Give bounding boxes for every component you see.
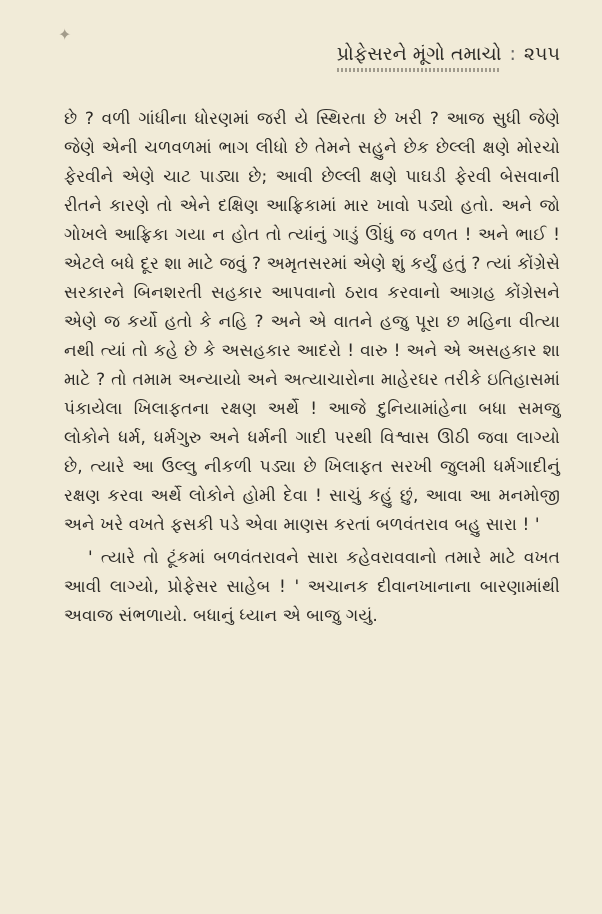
running-header	[337, 28, 560, 72]
chapter-title: પ્રોફેસરને મૂંગો તમાચો	[337, 45, 502, 72]
ink-speck: ✦	[58, 25, 72, 44]
page-number: ૨૫૫	[523, 43, 560, 65]
header-separator: :	[509, 43, 516, 65]
paragraph-2: ' ત્યારે તો ટૂંકમાં બળવંતરાવને સારા કહેવરાવવાનો તમારે માટે વખત આવી લાગ્યો, પ્રોફેસર સાહેબ ! ' અચાનક દીવાનખાનાના બારણામાંથી અવાજ સંભળાયો. બધાનું ધ્યાન એ બાજુ ગયું.	[64, 548, 560, 626]
body-text	[64, 105, 560, 631]
paragraph-1: છે ? વળી ગાંધીના ધોરણમાં જરી યે સ્થિરતા છે ખરી ? આજ સુધી જેણે જેણે એની ચળવળમાં ભાગ લીધો છે તેમને સહુને છેક છેલ્લી ક્ષણે મોરચો ફેરવીને એણે ચાટ પાડ્યા છે; આવી છેલ્લી ક્ષણે પાઘડી ફેરવી બેસવાની રીતને કારણે તો એને દક્ષિણ આફ્રિકામાં માર ખાવો પડ્યો હતો. અને જો ગોખલે આફ્રિકા ગયા ન હોત તો ત્યાંનું ગાડું ઊંધું જ વળત ! અને ભાઈ ! એટલે બધે દૂર શા માટે જવું ? અમૃતસરમાં એણે શું કર્યું હતું ? ત્યાં કોંગ્રેસે સરકારને બિનશરતી સહકાર આપવાનો ઠરાવ કરવાનો આગ્રહ કોંગ્રેસને એણે જ કર્યો હતો કે નહિ ? અને એ વાતને હજુ પૂરા છ મહિના વીત્યા નથી ત્યાં તો કહે છે કે અસહકાર આદરો ! વારુ ! અને એ અસહકાર શા માટે ? તો તમામ અન્યાયો અને અત્યાચારોના માહેરઘર તરીકે ઇતિહાસમાં પંકાયેલા ખિલાફતના રક્ષણ અર્થે ! આજે દુનિયામાંહેના બધા સમજુ લોકોને ધર્મ, ધર્મગુરુ અને ધર્મની ગાદી પરથી વિશ્વાસ ઊઠી જવા લાગ્યો છે, ત્યારે આ ઉલ્લુ નીકળી પડ્યા છે ખિલાફત સરખી જુલમી ધર્મગાદીનું રક્ષણ કરવા અર્થે લોકોને હોમી દેવા ! સાચું કહું છું, આવા આ મનમોજી અને ખરે વખતે ફસકી પડે એવા માણસ કરતાં બળવંતરાવ બહુ સારા ! '	[64, 109, 560, 535]
